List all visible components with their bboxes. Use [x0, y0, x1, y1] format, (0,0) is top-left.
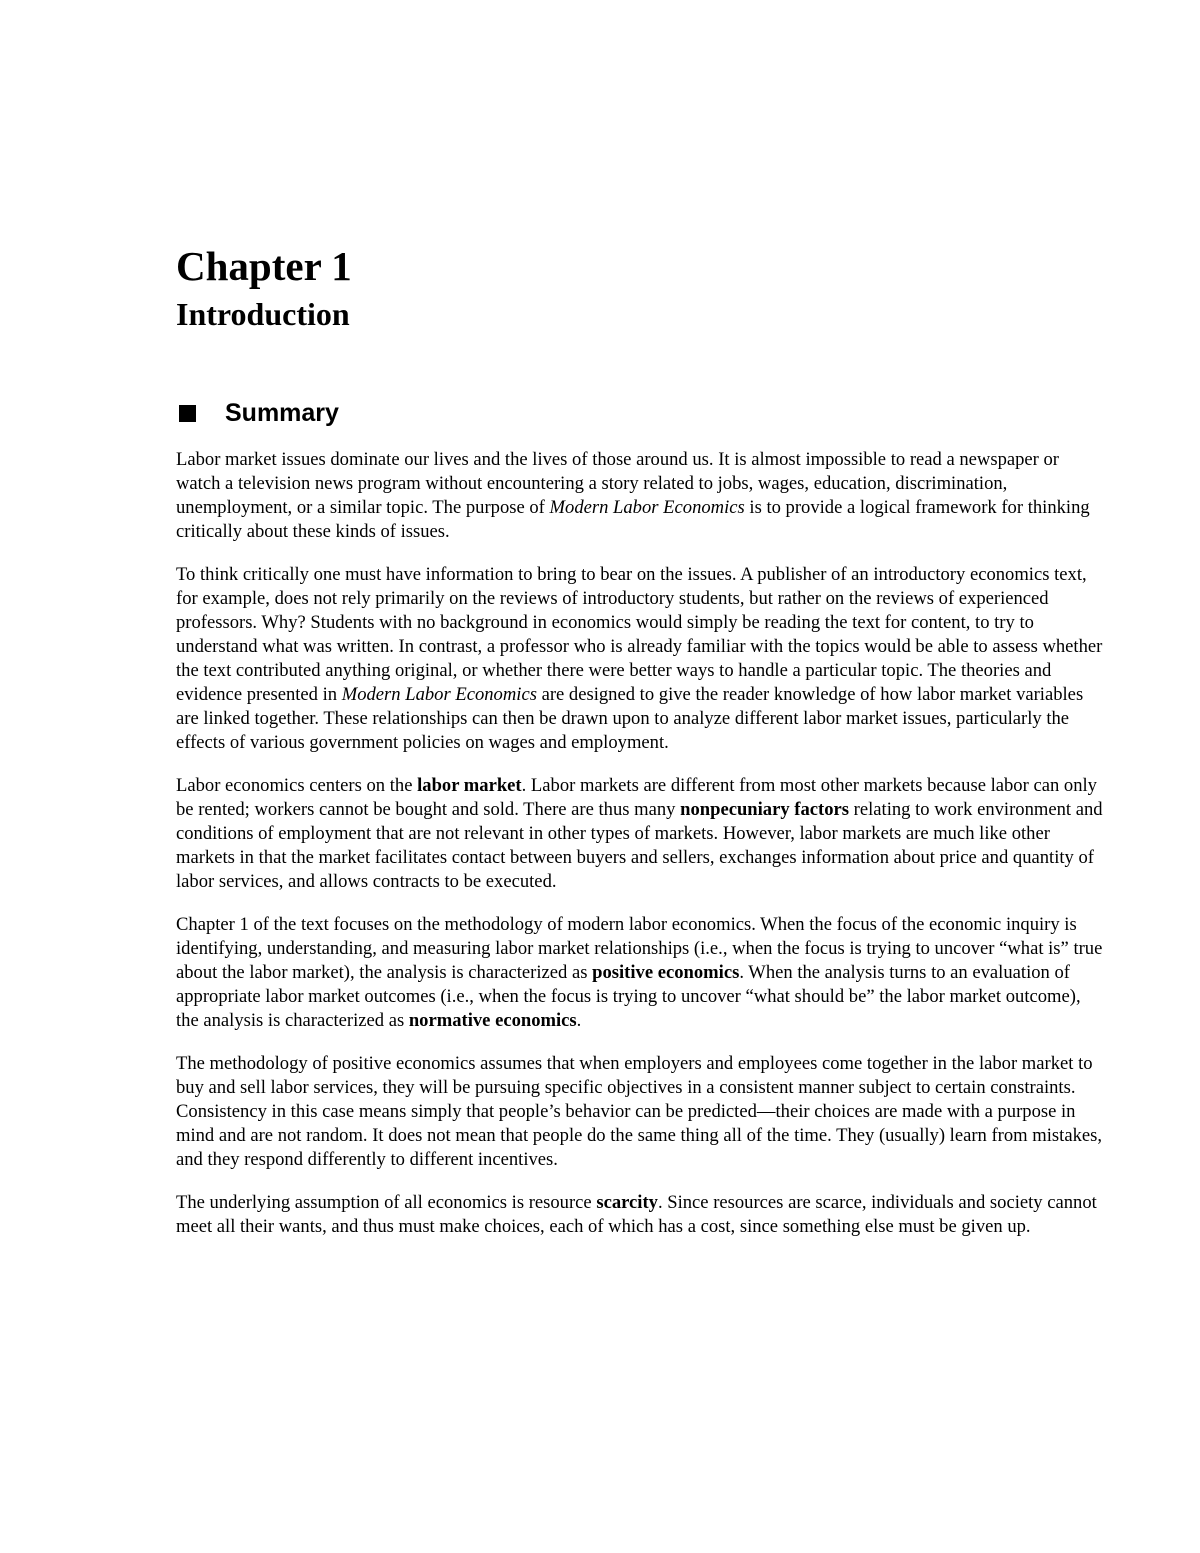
text-run: is to provide a logical framework for thinking critically about these kinds of issues.: [176, 497, 1090, 542]
section-heading: [176, 395, 1106, 431]
text-run: To think critically one must have information to bring to bear on the issues. A publisher of an introductory economics text, for example, does not rely primarily on the reviews of introductory students, but rather on the reviews of experienced professors. Why? Students with no background in economics would simply be reading the text for content, to try to understand what was written. In contrast, a professor who is already familiar with the topics would be able to assess whether the text contributed anything original, or whether there were better ways to handle a particular topic. The theories and evidence presented in: [176, 564, 1103, 705]
italic-term: Modern Labor Economics: [341, 684, 537, 705]
black-square-bullet-icon: [179, 405, 196, 422]
text-run: The methodology of positive economics assumes that when employers and employees come together in the labor market to buy and sell labor services, they will be pursuing specific objectives in a consistent manner subject to certain constraints. Consistency in this case means simply that people’s behavior can be predicted—their choices are made with a purpose in mind and are not random. It does not mean that people do the same thing all of the time. They (usually) learn from mistakes, and they respond differently to different incentives.: [176, 1053, 1103, 1170]
text-run: Chapter 1 of the text focuses on the methodology of modern labor economics. When the focus of the economic inquiry is identifying, understanding, and measuring labor market relationships (i.e., when the focus is trying to uncover “what is” true about the labor market), the analysis is characterized as: [176, 914, 1103, 983]
text-run: Labor economics centers on the: [176, 775, 418, 796]
paragraph: [176, 774, 1106, 894]
bold-term: positive economics: [592, 962, 740, 983]
bold-term: nonpecuniary factors: [680, 799, 850, 820]
text-run: . Labor markets are different from most other markets because labor can only be rented; workers cannot be bought and sold. There are thus many: [176, 775, 1097, 820]
section-title: Summary: [225, 398, 339, 427]
text-run: are designed to give the reader knowledge of how labor market variables are linked together. These relationships can then be drawn upon to analyze different labor market issues, particularly the effects of various government policies on wages and employment.: [176, 684, 1084, 753]
bold-term: normative economics: [408, 1010, 577, 1031]
document-page: [176, 240, 1106, 1239]
body-text: [176, 448, 1106, 1239]
text-run: . Since resources are scarce, individuals and society cannot meet all their wants, and thus must make choices, each of which has a cost, since something else must be given up.: [176, 1192, 1097, 1237]
bold-term: scarcity: [596, 1192, 658, 1213]
chapter-number: Chapter 1: [176, 243, 352, 289]
paragraph: [176, 913, 1106, 1033]
paragraph: [176, 563, 1106, 755]
text-run: . When the analysis turns to an evaluation of appropriate labor market outcomes (i.e., when the focus is trying to uncover “what should be” the labor market outcome), the analysis is characterized as: [176, 962, 1081, 1031]
paragraph: [176, 1052, 1106, 1172]
bold-term: labor market: [417, 775, 522, 796]
text-run: Labor market issues dominate our lives and the lives of those around us. It is almost impossible to read a newspaper or watch a television news program without encountering a story related to jobs, wages, education, discrimination, unemployment, or a similar topic. The purpose of: [176, 449, 1060, 518]
paragraph: [176, 448, 1106, 544]
text-run: The underlying assumption of all economics is resource: [176, 1192, 597, 1213]
text-run: relating to work environment and conditions of employment that are not relevant in other types of markets. However, labor markets are much like other markets in that the market facilitates contact between buyers and sellers, exchanges information about price and quantity of labor services, and allows contracts to be executed.: [176, 799, 1103, 892]
text-run: .: [576, 1010, 582, 1031]
chapter-title: Introduction: [176, 296, 350, 332]
paragraph: [176, 1191, 1106, 1239]
italic-term: Modern Labor Economics: [549, 497, 745, 518]
